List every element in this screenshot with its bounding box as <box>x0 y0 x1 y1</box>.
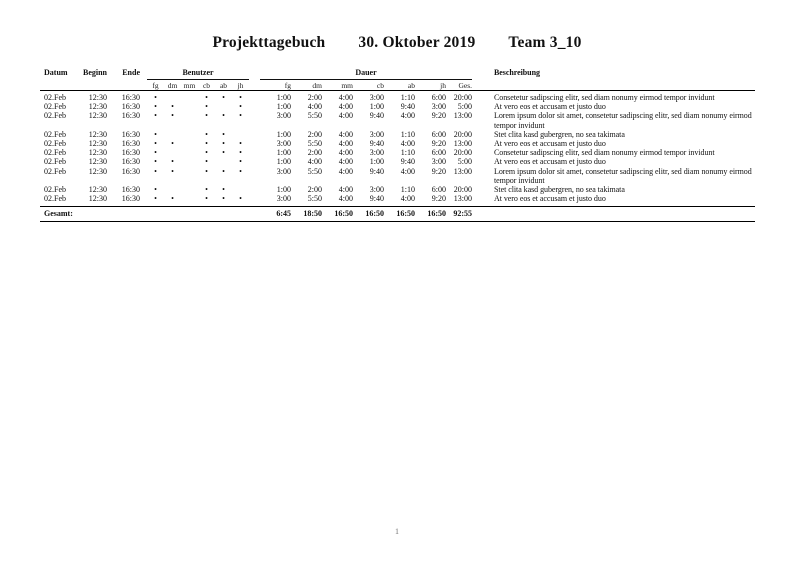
benutzer-dot: • <box>222 111 225 121</box>
totals-value: 16:50 <box>334 208 353 218</box>
cell-beginn: 12:30 <box>88 184 107 194</box>
dauer-col-label: Ges. <box>458 81 472 91</box>
cell-dauer-gesamt: 20:00 <box>453 92 472 102</box>
cell-dauer: 1:00 <box>276 129 291 139</box>
cell-beschreibung: At vero eos et accusam et justo duo <box>494 138 606 148</box>
cell-dauer: 4:00 <box>400 111 415 121</box>
benutzer-dot: • <box>239 138 242 148</box>
cell-dauer-gesamt: 13:00 <box>453 111 472 121</box>
cell-dauer: 5:50 <box>307 111 322 121</box>
cell-dauer-gesamt: 5:00 <box>457 102 472 112</box>
benutzer-col-label: cb <box>202 81 211 91</box>
doc-date: 30. Oktober 2019 <box>358 34 476 51</box>
cell-beschreibung: Stet clita kasd gubergren, no sea takimata <box>494 184 625 194</box>
cell-dauer: 3:00 <box>369 184 384 194</box>
cell-ende: 16:30 <box>121 92 140 102</box>
cell-dauer: 1:10 <box>400 184 415 194</box>
cell-dauer: 4:00 <box>338 194 353 204</box>
cell-dauer: 1:10 <box>400 148 415 158</box>
cell-beginn: 12:30 <box>88 166 107 176</box>
cell-beginn: 12:30 <box>88 194 107 204</box>
cell-beginn: 12:30 <box>88 92 107 102</box>
cell-dauer: 4:00 <box>338 166 353 176</box>
cell-dauer: 4:00 <box>338 184 353 194</box>
cell-dauer: 3:00 <box>276 138 291 148</box>
cell-dauer-gesamt: 13:00 <box>453 166 472 176</box>
benutzer-dot: • <box>154 166 157 176</box>
benutzer-dot: • <box>171 166 174 176</box>
cell-dauer: 4:00 <box>338 129 353 139</box>
cell-dauer: 6:00 <box>431 184 446 194</box>
totals-row <box>40 209 755 218</box>
benutzer-dot: • <box>154 129 157 139</box>
totals-value: 16:50 <box>396 208 415 218</box>
cell-dauer: 9:20 <box>431 111 446 121</box>
benutzer-dot: • <box>154 184 157 194</box>
cell-beschreibung: Lorem ipsum dolor sit amet, consetetur sadipscing elitr, sed diam nonumy eirmod tempor invidunt <box>494 111 752 130</box>
cell-dauer: 1:00 <box>276 157 291 167</box>
benutzer-dot: • <box>154 194 157 204</box>
cell-dauer-gesamt: 5:00 <box>457 157 472 167</box>
cell-datum: 02.Feb <box>44 102 66 112</box>
cell-dauer: 9:40 <box>369 166 384 176</box>
cell-ende: 16:30 <box>121 157 140 167</box>
benutzer-dot: • <box>205 111 208 121</box>
cell-beginn: 12:30 <box>88 138 107 148</box>
benutzer-dot: • <box>222 92 225 102</box>
cell-dauer: 4:00 <box>400 166 415 176</box>
cell-dauer: 1:10 <box>400 92 415 102</box>
table-row <box>40 194 755 203</box>
cell-dauer: 1:10 <box>400 129 415 139</box>
cell-beginn: 12:30 <box>88 129 107 139</box>
cell-dauer: 9:40 <box>369 138 384 148</box>
cell-dauer: 1:00 <box>369 102 384 112</box>
cell-dauer: 2:00 <box>307 129 322 139</box>
cell-ende: 16:30 <box>121 138 140 148</box>
cell-dauer: 1:00 <box>276 92 291 102</box>
totals-label: Gesamt: <box>44 208 73 218</box>
benutzer-col-label: mm <box>183 81 196 91</box>
benutzer-dot: • <box>205 129 208 139</box>
cell-beginn: 12:30 <box>88 148 107 158</box>
cell-dauer: 3:00 <box>431 157 446 167</box>
cell-beginn: 12:30 <box>88 102 107 112</box>
table-row <box>40 157 755 166</box>
benutzer-dot: • <box>154 102 157 112</box>
cell-dauer: 6:00 <box>431 92 446 102</box>
page-number: 1 <box>395 527 399 536</box>
cell-dauer: 3:00 <box>369 92 384 102</box>
benutzer-dot: • <box>222 194 225 204</box>
benutzer-dot: • <box>171 138 174 148</box>
cell-datum: 02.Feb <box>44 138 66 148</box>
benutzer-dot: • <box>239 148 242 158</box>
header-beginn: Beginn <box>82 68 107 77</box>
project-diary-table <box>40 68 755 222</box>
cell-dauer: 6:00 <box>431 148 446 158</box>
cell-datum: 02.Feb <box>44 166 66 176</box>
cell-dauer: 3:00 <box>276 166 291 176</box>
benutzer-dot: • <box>239 194 242 204</box>
benutzer-dot: • <box>154 157 157 167</box>
cell-dauer: 3:00 <box>431 102 446 112</box>
totals-value: 92:55 <box>453 208 472 218</box>
benutzer-dot: • <box>222 129 225 139</box>
cell-dauer: 1:00 <box>276 102 291 112</box>
benutzer-dot: • <box>154 92 157 102</box>
cell-dauer: 1:00 <box>369 157 384 167</box>
cell-dauer-gesamt: 20:00 <box>453 148 472 158</box>
cell-dauer: 9:20 <box>431 166 446 176</box>
cell-ende: 16:30 <box>121 184 140 194</box>
table-row <box>40 111 755 129</box>
cell-dauer: 1:00 <box>276 184 291 194</box>
cell-beschreibung: Consetetur sadipscing elitr, sed diam nonumy eirmod tempor invidunt <box>494 148 715 158</box>
cell-dauer: 2:00 <box>307 184 322 194</box>
cell-dauer: 5:50 <box>307 194 322 204</box>
table-row <box>40 148 755 157</box>
benutzer-dot: • <box>222 184 225 194</box>
benutzer-col-label: fg <box>152 81 159 91</box>
dauer-col-label: dm <box>312 81 322 91</box>
table-row <box>40 102 755 111</box>
cell-datum: 02.Feb <box>44 194 66 204</box>
benutzer-dot: • <box>171 111 174 121</box>
cell-dauer-gesamt: 13:00 <box>453 138 472 148</box>
cell-dauer: 9:40 <box>369 111 384 121</box>
benutzer-dot: • <box>171 157 174 167</box>
cell-dauer: 3:00 <box>276 194 291 204</box>
benutzer-dot: • <box>205 166 208 176</box>
cell-ende: 16:30 <box>121 102 140 112</box>
cell-dauer-gesamt: 13:00 <box>453 194 472 204</box>
cell-ende: 16:30 <box>121 166 140 176</box>
benutzer-dot: • <box>222 148 225 158</box>
benutzer-dot: • <box>171 102 174 112</box>
cell-dauer: 4:00 <box>338 102 353 112</box>
dauer-col-label: ab <box>407 81 415 91</box>
benutzer-dot: • <box>154 111 157 121</box>
cell-beginn: 12:30 <box>88 157 107 167</box>
benutzer-dot: • <box>154 148 157 158</box>
cell-dauer: 1:00 <box>276 148 291 158</box>
table-row <box>40 130 755 139</box>
benutzer-dot: • <box>205 148 208 158</box>
doc-title: Projekttagebuch <box>212 34 326 51</box>
cell-dauer: 3:00 <box>369 148 384 158</box>
benutzer-dot: • <box>222 138 225 148</box>
dauer-col-label: fg <box>284 81 291 91</box>
document-header <box>0 34 794 52</box>
dauer-col-label: cb <box>376 81 384 91</box>
cell-dauer: 4:00 <box>400 194 415 204</box>
benutzer-col-label: jh <box>237 81 244 91</box>
cell-dauer: 9:40 <box>369 194 384 204</box>
table-body <box>40 90 755 205</box>
benutzer-col-label: ab <box>219 81 228 91</box>
dauer-col-label: mm <box>341 81 353 91</box>
totals-value: 16:50 <box>427 208 446 218</box>
cell-ende: 16:30 <box>121 111 140 121</box>
header-beschreibung: Beschreibung <box>494 68 540 77</box>
benutzer-dot: • <box>205 194 208 204</box>
header-datum: Datum <box>44 68 68 77</box>
cell-dauer: 6:00 <box>431 129 446 139</box>
cell-beginn: 12:30 <box>88 111 107 121</box>
cell-datum: 02.Feb <box>44 92 66 102</box>
cell-dauer: 4:00 <box>307 102 322 112</box>
cell-dauer: 2:00 <box>307 92 322 102</box>
cell-ende: 16:30 <box>121 129 140 139</box>
cell-dauer: 4:00 <box>307 157 322 167</box>
benutzer-dot: • <box>205 92 208 102</box>
totals-value: 6:45 <box>276 208 291 218</box>
cell-dauer: 4:00 <box>338 138 353 148</box>
header-dauer-group: Dauer <box>260 68 472 80</box>
cell-ende: 16:30 <box>121 148 140 158</box>
doc-team: Team 3_10 <box>508 34 582 51</box>
cell-dauer: 2:00 <box>307 148 322 158</box>
cell-datum: 02.Feb <box>44 129 66 139</box>
benutzer-col-label: dm <box>167 81 178 91</box>
cell-dauer-gesamt: 20:00 <box>453 129 472 139</box>
cell-dauer: 3:00 <box>276 111 291 121</box>
cell-dauer: 4:00 <box>338 157 353 167</box>
cell-datum: 02.Feb <box>44 148 66 158</box>
totals-value: 16:50 <box>365 208 384 218</box>
cell-dauer: 9:20 <box>431 138 446 148</box>
table-row <box>40 93 755 102</box>
table-row <box>40 167 755 185</box>
benutzer-dot: • <box>239 102 242 112</box>
table-row <box>40 139 755 148</box>
cell-dauer: 5:50 <box>307 138 322 148</box>
cell-dauer: 4:00 <box>338 111 353 121</box>
benutzer-dot: • <box>239 166 242 176</box>
benutzer-dot: • <box>239 92 242 102</box>
benutzer-dot: • <box>239 157 242 167</box>
benutzer-dot: • <box>171 194 174 204</box>
header-benutzer-group: Benutzer <box>147 68 249 80</box>
cell-ende: 16:30 <box>121 194 140 204</box>
totals-section <box>40 206 755 222</box>
cell-beschreibung: At vero eos et accusam et justo duo <box>494 102 606 112</box>
dauer-col-label: jh <box>440 81 446 91</box>
cell-beschreibung: Consetetur sadipscing elitr, sed diam nonumy eirmod tempor invidunt <box>494 92 715 102</box>
cell-datum: 02.Feb <box>44 157 66 167</box>
cell-dauer: 3:00 <box>369 129 384 139</box>
cell-dauer: 9:40 <box>400 157 415 167</box>
cell-beschreibung: At vero eos et accusam et justo duo <box>494 194 606 204</box>
cell-datum: 02.Feb <box>44 111 66 121</box>
table-row <box>40 185 755 194</box>
cell-dauer: 4:00 <box>338 92 353 102</box>
cell-dauer: 9:20 <box>431 194 446 204</box>
benutzer-dot: • <box>222 166 225 176</box>
cell-beschreibung: Stet clita kasd gubergren, no sea takimata <box>494 129 625 139</box>
cell-beschreibung: Lorem ipsum dolor sit amet, consetetur sadipscing elitr, sed diam nonumy eirmod tempor invidunt <box>494 166 752 185</box>
cell-beschreibung: At vero eos et accusam et justo duo <box>494 157 606 167</box>
benutzer-dot: • <box>205 157 208 167</box>
table-header-subcolumns <box>40 81 755 90</box>
benutzer-dot: • <box>154 138 157 148</box>
header-ende: Ende <box>122 68 140 77</box>
benutzer-dot: • <box>205 138 208 148</box>
cell-dauer: 4:00 <box>400 138 415 148</box>
cell-dauer: 4:00 <box>338 148 353 158</box>
cell-datum: 02.Feb <box>44 184 66 194</box>
benutzer-dot: • <box>205 102 208 112</box>
benutzer-dot: • <box>239 111 242 121</box>
cell-dauer: 5:50 <box>307 166 322 176</box>
benutzer-dot: • <box>205 184 208 194</box>
cell-dauer: 9:40 <box>400 102 415 112</box>
totals-value: 18:50 <box>303 208 322 218</box>
table-header-groups <box>40 68 755 80</box>
cell-dauer-gesamt: 20:00 <box>453 184 472 194</box>
